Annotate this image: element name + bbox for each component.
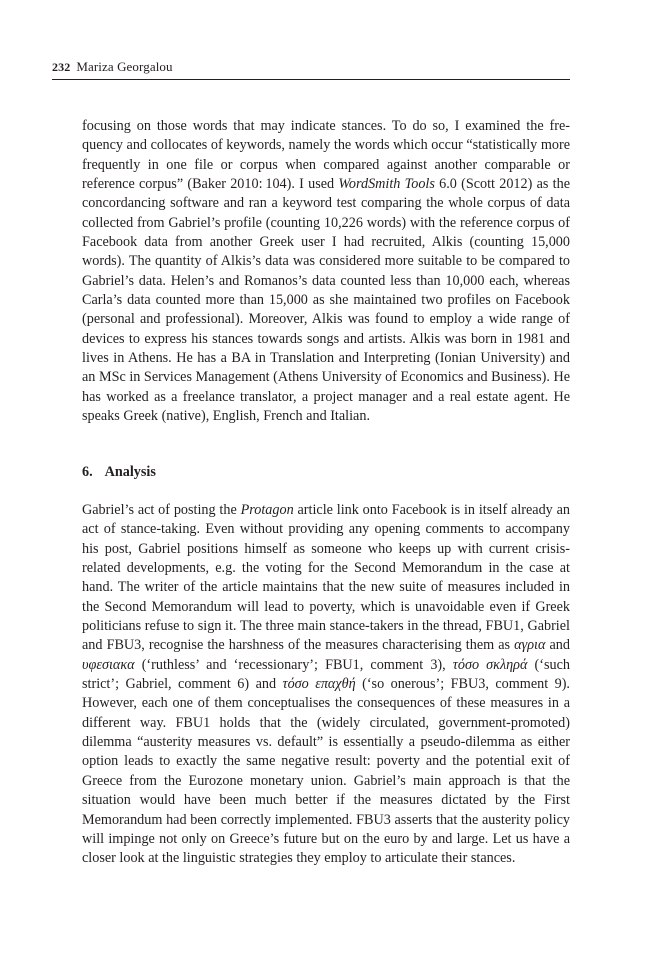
- paragraph-2-text-6: (‘so onerous’; FBU3, comment 9). However, each one of them conceptualises the consequences of these measures in a different way. FBU1 holds that the (widely circulated, government-promoted) dilemma “austerity measures vs. default” is essentially a pseudo-dilemma as either option leads to exactly the same negative result: poverty and the potential exit of Greece from the Eurozone monetary union. Gabriel’s main approach is that the situation would have been much better if the measures dictated by the First Memorandum had been correctly implemented. FBU3 asserts that the austerity policy will impinge not only on Greece’s future but on the euro by and large. Let us have a closer look at the linguistic strategies they employ to articulate their stances.: [82, 676, 570, 867]
- body-paragraph-1: [82, 117, 570, 427]
- paragraph-2-text-3: and: [545, 637, 570, 654]
- publication-name-italic: Protagon: [240, 502, 294, 518]
- paragraph-2-text-4: (‘ruthless’ and ‘recessionary’; FBU1, comment 3),: [134, 656, 453, 673]
- paragraph-1-text-2: 6.0 (Scott 2012) as the concordancing software and ran a keyword test comparing the whole corpus of data collected from Gabriel’s profile (counting 10,226 words) with the reference corpus of Facebook data from another Greek user I had recruited, Alkis (counting 15,000 words). The quantity of Alkis’s data was considered more suitable to be compared to Gabriel’s data. Helen’s and Romanos’s data counted less than 10,000 each, whereas Carla’s data counted more than 15,000 as she maintained two profiles on Facebook (personal and professional). Moreover, Alkis was found to employ a wide range of devices to express his stances towards songs and artists. Alkis was born in 1981 and lives in Athens. He has a BA in Translation and Interpreting (Ionian University) and an MSc in Services Management (Athens University of Economics and Business). He has worked as a freelance translator, a project manager and a real estate agent. He speaks Greek (native), English, French and Italian.: [82, 176, 570, 425]
- paragraph-1-text-1: focusing on those words that may indicate stances. To do so, I examined the frequency and collocates of keywords, namely the words which occur “statistically more frequently in one file or corpus when compared against another comparable or reference corpus” (Baker 2010: 104). I used: [82, 118, 570, 193]
- greek-term-3: τόσο σκληρά: [452, 656, 528, 673]
- section-title: Analysis: [104, 464, 156, 480]
- page-number: 232: [52, 60, 71, 74]
- greek-term-2: υφεσιακα: [82, 656, 135, 673]
- section-number: 6.: [82, 464, 93, 480]
- paragraph-2-text-2: article link onto Facebook is in itself already an act of stance-taking. Even without providing any opening comments to accompany his post, Gabriel positions himself as someone who keeps up with current crisis-related developments, e.g. the voting for the Second Memorandum in the case at hand. The writer of the article maintains that the new suite of measures included in the Second Memorandum will lead to poverty, which is unavoidable even if Greek politicians refuse to sign it. The three main stance-takers in the thread, FBU1, Gabriel and FBU3, recognise the harshness of the measures characterising them as: [82, 502, 570, 654]
- section-heading: [82, 462, 156, 482]
- software-name-italic: WordSmith Tools: [338, 176, 435, 193]
- paragraph-2-text-5: (‘such strict’; Gabriel, comment 6) and: [82, 656, 570, 693]
- body-paragraph-2: [82, 501, 570, 869]
- greek-term-4: τόσο επαχθή: [282, 676, 356, 693]
- running-head-author: Mariza Georgalou: [76, 59, 173, 74]
- greek-term-1: αγρια: [514, 637, 546, 654]
- paragraph-2-text-1: Gabriel’s act of posting the: [82, 502, 241, 518]
- running-head: [52, 57, 570, 80]
